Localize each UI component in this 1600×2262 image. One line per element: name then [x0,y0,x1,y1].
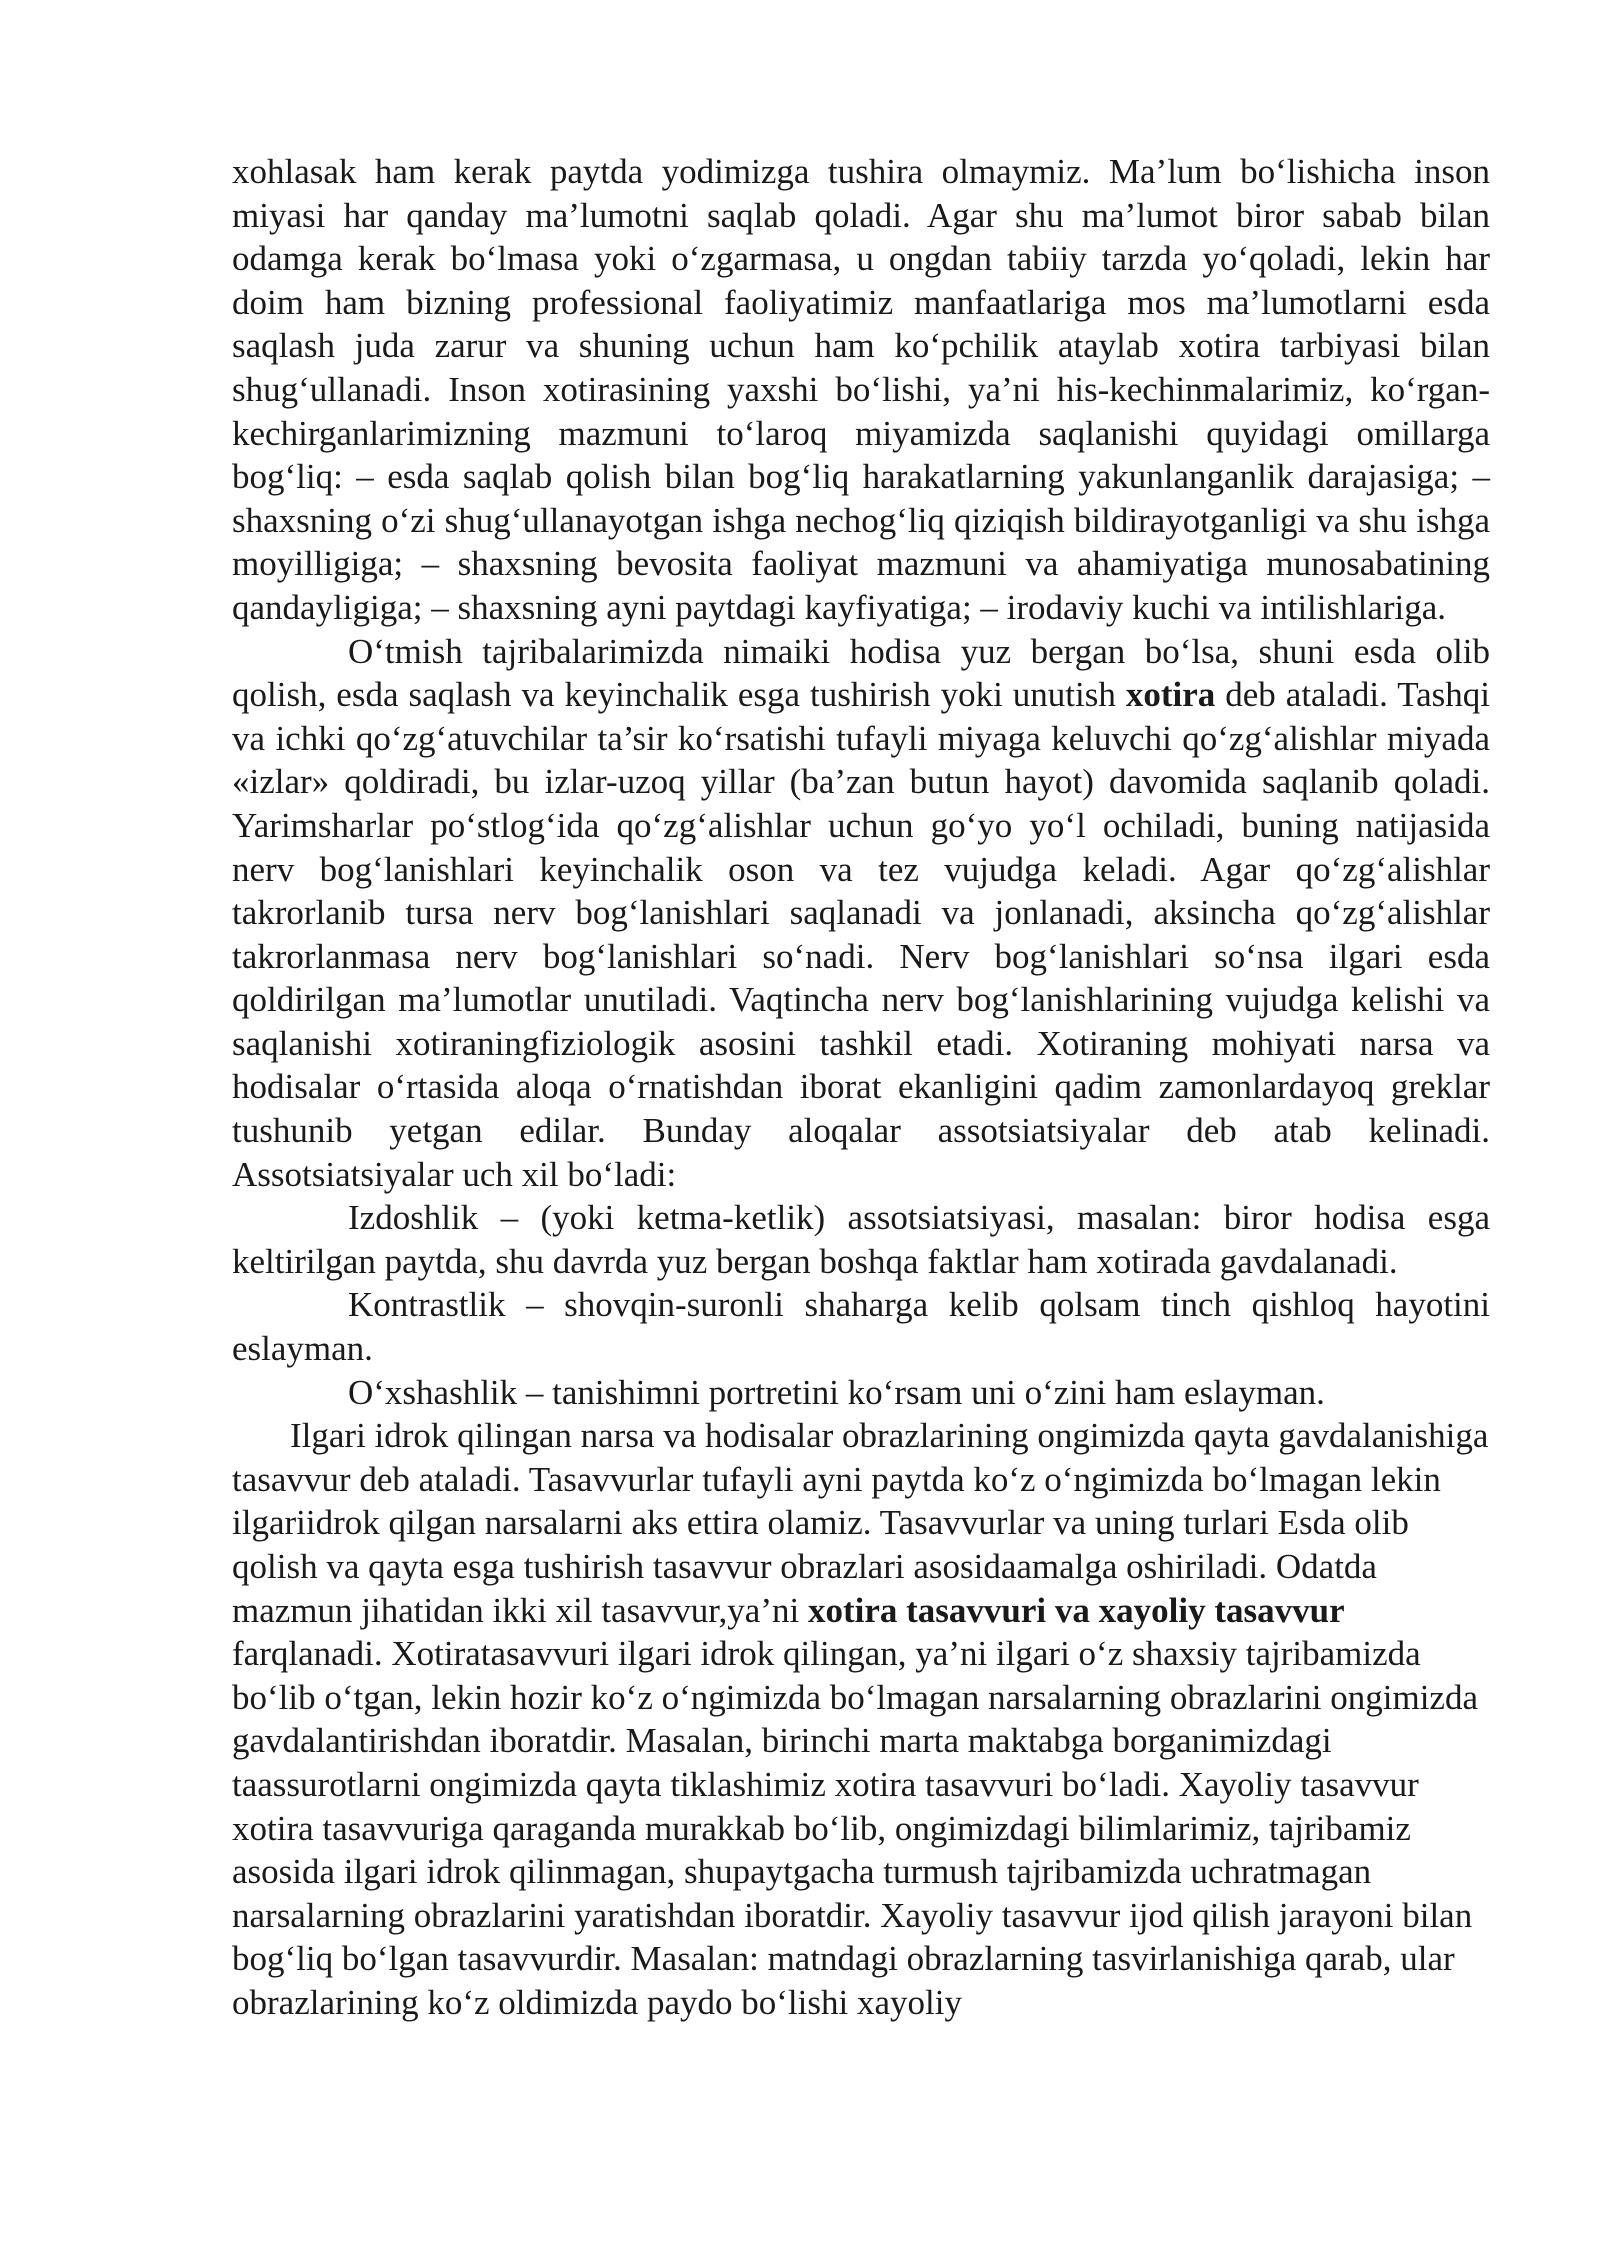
paragraph-association-contrast: Kontrastlik – shovqin-suronli shaharga kelib qolsam tinch qishloq hayotini eslayman. [232,1285,1490,1369]
document-page [232,150,1490,2025]
paragraph-representation [232,1414,1490,2024]
paragraph-memory-definition-rest: deb ataladi. Tashqi va ichki qo‘zg‘atuvchilar ta’sir ko‘rsatishi tufayli miyaga keluvchi qo‘zg‘alishlar miyada «izlar» qoldiradi, bu izlar-uzoq yillar (ba’zan butun hayot) davomida saqlanib qoladi. Yarimsharlar po‘stlog‘ida qo‘zg‘alishlar uchun go‘yo yo‘l ochiladi, buning natijasida nerv bog‘lanishlari keyinchalik oson va tez vujudga keladi. Agar qo‘zg‘alishlar takrorlanib tursa nerv bog‘lanishlari saqlanadi va jonlanadi, aksincha qo‘zg‘alishlar takrorlanmasa nerv bog‘lanishlari so‘nadi. Nerv bog‘lanishlari so‘nsa ilgari esda qoldirilgan ma’lumotlar unutiladi. Vaqtincha nerv bog‘lanishlarining vujudga kelishi va saqlanishi xotiraningfiziologik asosini tashkil etadi. Xotiraning mohiyati narsa va hodisalar o‘rtasida aloqa o‘rnatishdan iborat ekanligini qadim zamonlardayoq greklar tushunib yetgan edilar. Bunday aloqalar assotsiatsiyalar deb atab kelinadi. Assotsiatsiyalar uch xil bo‘ladi: [232,675,1491,1194]
paragraph-memory-definition [232,630,1490,1197]
paragraph-association-similarity: O‘xshashlik – tanishimni portretini ko‘rsam uni o‘zini ham eslayman. [348,1372,1325,1412]
paragraph-memory-factors: xohlasak ham kerak paytda yodimizga tushira olmaymiz. Ma’lum bo‘lishicha inson miyasi har qanday ma’lumotni saqlab qoladi. Agar shu ma’lumot biror sabab bilan odamga kerak bo‘lmasa yoki o‘zgarmasa, u ongdan tabiiy tarzda yo‘qoladi, lekin har doim ham bizning professional faoliyatimiz manfaatlariga mos ma’lumotlarni esda saqlash juda zarur va shuning uchun ham ko‘pchilik ataylab xotira tarbiyasi bilan shug‘ullanadi. Inson xotirasining yaxshi bo‘lishi, ya’ni his-kechinmalarimiz, ko‘rgan-kechirganlarimizning mazmuni to‘laroq miyamizda saqlanishi quyidagi omillarga bog‘liq: – esda saqlab qolish bilan bog‘liq harakatlarning yakunlanganlik darajasiga; – shaxsning o‘zi shug‘ullanayotgan ishga nechog‘liq qiziqish bildirayotganligi va shu ishga moyilligiga; – shaxsning bevosita faoliyat mazmuni va ahamiyatiga munosabatining qandayligiga; – shaxsning ayni paytdagi kayfiyatiga; – irodaviy kuchi va intilishlariga. [232,152,1490,627]
paragraph-memory-definition-start: O‘tmish tajribalarimizda nimaiki hodisa yuz bergan bo‘lsa, shuni esda olib qolish, esda saqlash va keyinchalik esga tushirish yoki unutish [232,631,1490,715]
paragraph-representation-start: Ilgari idrok qilingan narsa va hodisalar obrazlarining ongimizda qayta gavdalanishiga tasavvur deb ataladi. Tasavvurlar tufayli ayni paytda ko‘z o‘ngimizda bo‘lmagan lekin ilgariidrok qilgan narsalarni aks ettira olamiz. Tasavvurlar va uning turlari Esda olib qolish va qayta esga tushirish tasavvur obrazlari asosidaamalga oshiriladi. Odatda mazmun jihatidan ikki xil tasavvur,ya’ni [232,1416,1489,1630]
paragraph-association-succession: Izdoshlik – (yoki ketma-ketlik) assotsiatsiyasi, masalan: biror hodisa esga keltirilgan paytda, shu davrda yuz bergan boshqa faktlar ham xotirada gavdalanadi. [232,1198,1490,1281]
term-xotira: xotira [1125,675,1216,715]
paragraph-representation-rest: farqlanadi. Xotiratasavvuri ilgari idrok qilingan, ya’ni ilgari o‘z shaxsiy tajribamizda bo‘lib o‘tgan, lekin hozir ko‘z o‘ngimizda bo‘lmagan narsalarning obrazlarini ongimizda gavdalantirishdan iboratdir. Masalan, birinchi marta maktabga borganimizdagi taassurotlarni ongimizda qayta tiklashimiz xotira tasavvuri bo‘ladi. Xayoliy tasavvur xotira tasavvuriga qaraganda murakkab bo‘lib, ongimizdagi bilimlarimiz, tajribamiz asosida ilgari idrok qilinmagan, shupaytgacha turmush tajribamizda uchratmagan narsalarning obrazlarini yaratishdan iboratdir. Xayoliy tasavvur ijod qilish jarayoni bilan bog‘liq bo‘lgan tasavvurdir. Masalan: matndagi obrazlarning tasvirlanishiga qarab, ular obrazlarining ko‘z oldimizda paydo bo‘lishi xayoliy [232,1634,1478,2022]
term-representation-types: xotira tasavvuri va xayoliy tasavvur [807,1590,1345,1630]
